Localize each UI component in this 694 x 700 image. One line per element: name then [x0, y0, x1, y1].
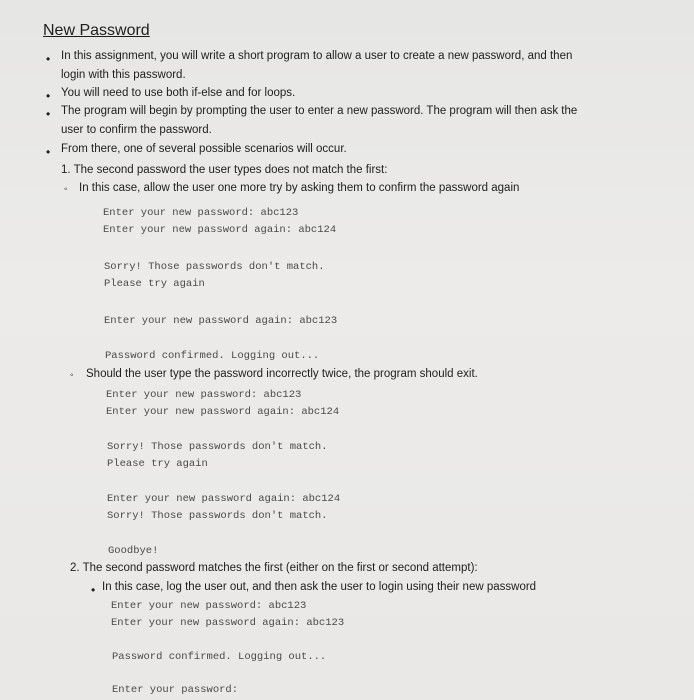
code-line: Please try again: [104, 278, 205, 290]
bullet-icon: •: [46, 89, 51, 103]
scenario-1-heading: 1. The second password the user types does not match the first:: [61, 164, 388, 176]
bullet-icon: •: [46, 52, 51, 66]
code-line: Enter your new password again: abc124: [106, 406, 340, 418]
scenario-1-sub-2: Should the user type the password incorrectly twice, the program should exit.: [86, 368, 478, 380]
bullet-1-line-2: login with this password.: [61, 69, 186, 81]
bullet-3-line-2: user to confirm the password.: [61, 124, 212, 136]
code-line: Password confirmed. Logging out...: [105, 350, 320, 362]
bullet-icon: •: [46, 145, 51, 159]
code-line: Goodbye!: [108, 545, 159, 557]
code-line: Enter your new password: abc123: [106, 389, 302, 401]
code-line: Enter your new password again: abc123: [111, 617, 345, 629]
code-line: Sorry! Those passwords don't match.: [107, 441, 328, 453]
bullet-3-line-1: The program will begin by prompting the user to enter a new password. The program will then ask the: [61, 105, 578, 117]
circle-bullet-icon: ◦: [64, 184, 68, 195]
code-line: Please try again: [107, 458, 208, 470]
code-line: Enter your new password again: abc124: [103, 224, 337, 236]
bullet-4-line-1: From there, one of several possible scenarios will occur.: [61, 143, 347, 155]
scenario-2-heading: 2. The second password matches the first (either on the first or second attempt):: [70, 562, 478, 574]
bullet-icon: •: [46, 107, 51, 121]
circle-bullet-icon: ◦: [70, 370, 74, 381]
code-line: Enter your password:: [112, 684, 239, 696]
code-line: Sorry! Those passwords don't match.: [107, 510, 328, 522]
bullet-2-line-1: You will need to use both if-else and for loops.: [61, 87, 296, 99]
code-line: Enter your new password again: abc123: [104, 315, 338, 327]
scenario-2-sub-1: In this case, log the user out, and then ask the user to login using their new password: [102, 581, 537, 593]
scenario-1-sub-1: In this case, allow the user one more try by asking them to confirm the password again: [79, 182, 520, 194]
code-line: Enter your new password: abc123: [103, 207, 299, 219]
bullet-1-line-1: In this assignment, you will write a short program to allow a user to create a new password, and then: [61, 50, 573, 62]
bullet-icon: •: [91, 583, 96, 597]
code-line: Enter your new password: abc123: [111, 600, 307, 612]
code-line: Enter your new password again: abc124: [107, 493, 341, 505]
code-line: Sorry! Those passwords don't match.: [104, 261, 325, 273]
page-title: New Password: [43, 22, 150, 39]
code-line: Password confirmed. Logging out...: [112, 651, 327, 663]
